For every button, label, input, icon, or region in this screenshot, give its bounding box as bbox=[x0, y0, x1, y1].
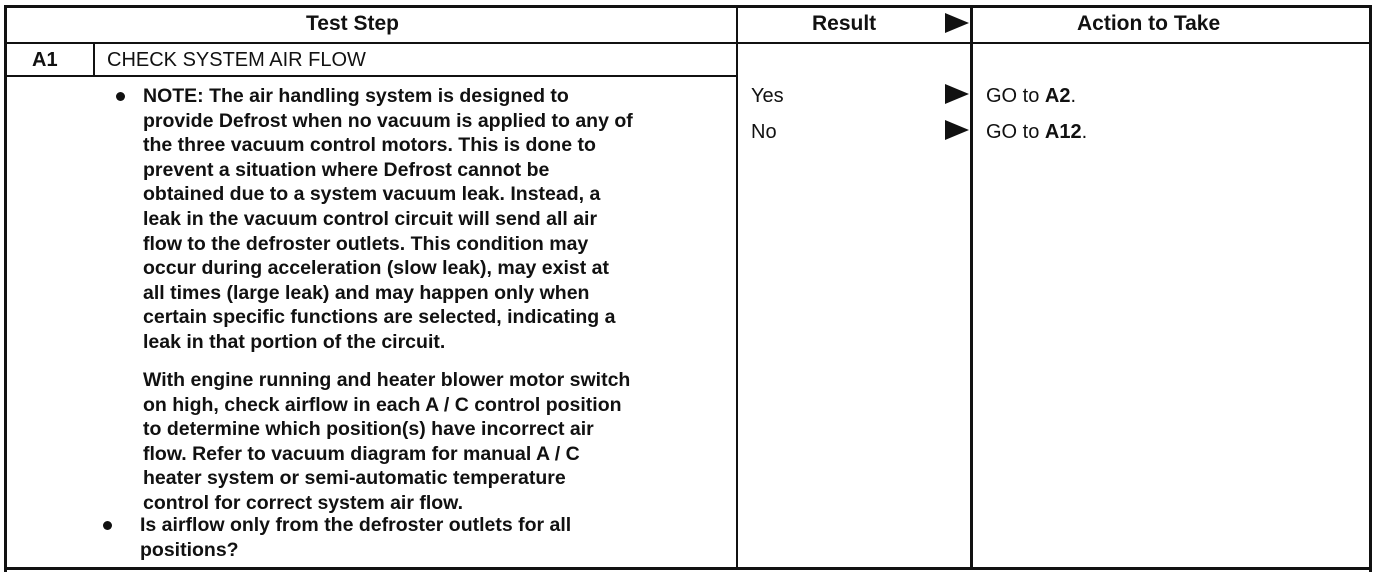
action-no-target: A12 bbox=[1044, 121, 1082, 143]
note-bullet-icon bbox=[116, 92, 125, 101]
header-test-step: Test Step bbox=[306, 12, 399, 35]
table-border-top bbox=[4, 5, 1372, 8]
action-no-prefix: GO to bbox=[986, 121, 1045, 143]
column-divider-action bbox=[970, 5, 973, 570]
column-divider-result bbox=[736, 5, 738, 570]
action-no-suffix: . bbox=[1081, 121, 1088, 143]
instruction-line: to determine which position(s) have incorrect air bbox=[143, 418, 594, 441]
note-line: obtained due to a system vacuum leak. Instead, a bbox=[143, 183, 601, 206]
question-paragraph bbox=[140, 513, 571, 562]
action-yes-suffix: . bbox=[1070, 85, 1077, 107]
question-line: Is airflow only from the defroster outlets for all bbox=[140, 514, 572, 536]
instruction-line: flow. Refer to vacuum diagram for manual A / C bbox=[143, 442, 580, 465]
header-result: Result bbox=[812, 12, 877, 35]
table-border-bottom bbox=[4, 567, 1372, 570]
table-border-right bbox=[1369, 5, 1372, 572]
table-border-left bbox=[4, 5, 7, 572]
instruction-paragraph bbox=[143, 368, 630, 516]
question-bullet-icon bbox=[103, 521, 112, 530]
result-no: No bbox=[751, 121, 777, 143]
instruction-line: on high, check airflow in each A / C control position bbox=[143, 393, 622, 416]
instruction-line: heater system or semi-automatic temperature bbox=[143, 467, 566, 490]
header-result-arrow-icon bbox=[945, 13, 969, 33]
note-line: all times (large leak) and may happen only when bbox=[143, 281, 590, 304]
note-line: NOTE: The air handling system is designed to bbox=[143, 85, 569, 107]
header-action: Action to Take bbox=[1077, 12, 1221, 35]
action-yes bbox=[986, 85, 1076, 108]
action-yes-target: A2 bbox=[1044, 85, 1071, 107]
note-line: leak in the vacuum control circuit will send all air bbox=[143, 207, 598, 230]
result-yes: Yes bbox=[751, 85, 784, 107]
action-no bbox=[986, 121, 1087, 144]
note-line: certain specific functions are selected, indicating a bbox=[143, 306, 616, 329]
action-yes-prefix: GO to bbox=[986, 85, 1045, 107]
note-line: occur during acceleration (slow leak), may exist at bbox=[143, 257, 610, 280]
instruction-line: control for correct system air flow. bbox=[143, 491, 464, 514]
note-line: leak in that portion of the circuit. bbox=[143, 330, 446, 353]
step-id-divider bbox=[93, 43, 95, 76]
note-line: flow to the defroster outlets. This condition may bbox=[143, 232, 589, 255]
step-title-divider bbox=[4, 75, 738, 77]
note-line: prevent a situation where Defrost cannot be bbox=[143, 158, 550, 181]
step-title: CHECK SYSTEM AIR FLOW bbox=[107, 49, 366, 71]
header-divider bbox=[4, 42, 1372, 44]
instruction-line: With engine running and heater blower motor switch bbox=[143, 369, 631, 391]
question-line: positions? bbox=[140, 538, 239, 561]
result-no-arrow-icon bbox=[945, 120, 969, 140]
note-paragraph bbox=[143, 84, 633, 355]
note-line: provide Defrost when no vacuum is applied to any of bbox=[143, 109, 633, 132]
note-line: the three vacuum control motors. This is done to bbox=[143, 134, 596, 157]
result-yes-arrow-icon bbox=[945, 84, 969, 104]
step-id: A1 bbox=[32, 49, 58, 71]
